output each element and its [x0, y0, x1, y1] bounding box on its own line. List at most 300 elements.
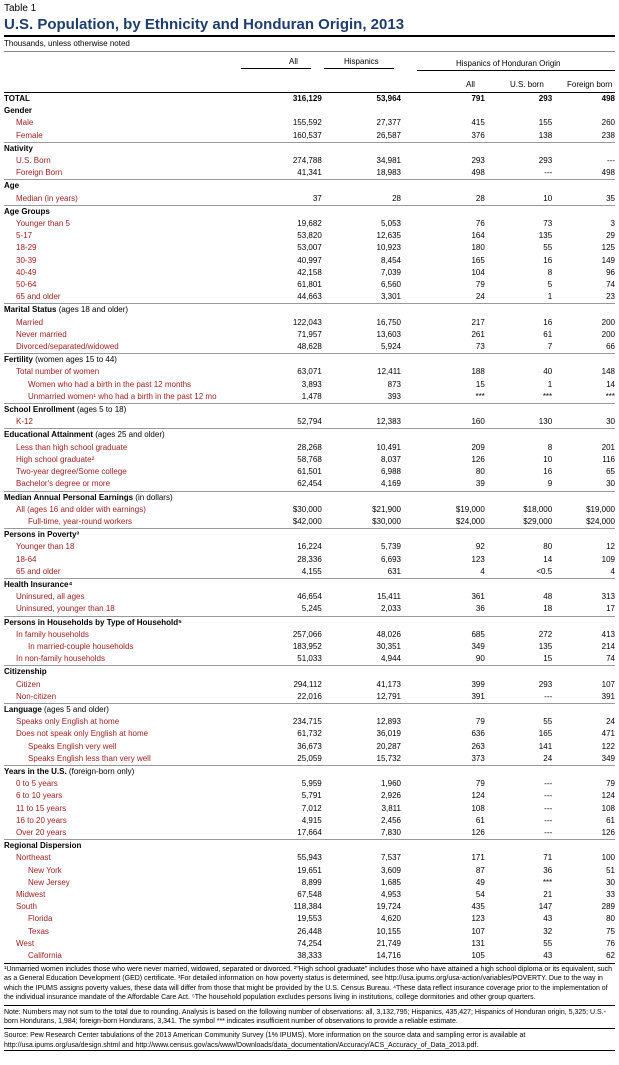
cell-col-3: 165: [538, 729, 553, 739]
page-title: U.S. Population, by Ethnicity and Honduran Origin, 2013: [4, 16, 405, 33]
row-label-note: (ages 25 and older): [93, 430, 165, 440]
cell-col-3: ---: [544, 779, 553, 789]
row-label-text: Uninsured, younger than 18: [16, 604, 115, 614]
cell-col-1: 4,953: [380, 890, 401, 899]
row-label-text: Female: [16, 130, 43, 140]
row-label: [4, 466, 277, 478]
row-label-text: Citizen: [16, 679, 41, 689]
cell-col-3: ---: [485, 691, 552, 704]
row-label-text: South: [16, 902, 37, 912]
row-label: [4, 379, 277, 391]
cell-col-0: 274,788: [292, 156, 322, 166]
row-label-text: Younger than 18: [16, 542, 75, 552]
cell-col-0: $30,000: [292, 504, 322, 514]
row-label-text: Age Groups: [4, 206, 50, 216]
table-row: [4, 230, 615, 242]
cell-col-0: 63,071: [297, 367, 322, 377]
row-label-text: Male: [16, 118, 34, 128]
cell-col-4: 30: [552, 478, 615, 491]
cell-col-3: 10: [543, 454, 553, 464]
cell-col-3: ---: [544, 791, 553, 801]
row-label-text: Educational Attainment: [4, 430, 94, 440]
cell-col-0: 5,791: [301, 791, 322, 801]
cell-col-0: [277, 529, 322, 542]
cell-col-4: 29: [606, 231, 615, 241]
cell-col-4: [552, 703, 615, 716]
row-label-text: New York: [28, 865, 62, 875]
row-label-text: Never married: [16, 329, 67, 339]
section-header-row: [4, 703, 615, 716]
col-header-hispanics: Hispanics: [344, 57, 379, 66]
cell-col-4: 30: [552, 416, 615, 429]
row-label-text: 18-29: [16, 243, 37, 253]
row-label: [4, 840, 277, 853]
row-label: [4, 130, 277, 143]
cell-col-1: 20,287: [376, 741, 401, 751]
row-label: [4, 429, 277, 442]
cell-col-2: 217: [471, 317, 485, 327]
cell-col-3: ***: [542, 877, 553, 887]
cell-col-0: 316,129: [277, 93, 322, 106]
cell-col-2: [401, 205, 485, 218]
row-label-text: 50-64: [16, 280, 37, 290]
row-label-text: Married: [16, 317, 44, 327]
cell-col-3: 14: [543, 554, 553, 564]
source-note: Source: Pew Research Center tabulations of the 2013 American Community Survey (1% IPUMS). More information on the source data and sampling error is available at http://usa.ipums.org/usa/design.shtml and http://www.census.gov/acs/www/Downloads/data_documentation/Accuracy/ACS_Accuracy_of_Data_2013.pdf.: [4, 1028, 615, 1050]
cell-col-3: 10: [485, 193, 552, 206]
row-label-text: Texas: [28, 926, 49, 936]
row-label: [4, 815, 277, 827]
cell-col-4: 61: [606, 815, 615, 825]
cell-col-3: 293: [485, 93, 552, 106]
row-label-text: Total number of women: [16, 367, 100, 377]
cell-col-2: 391: [401, 691, 485, 704]
cell-col-2: 79: [475, 280, 485, 290]
cell-col-1: [322, 354, 401, 367]
section-header-row: [4, 180, 615, 193]
cell-col-3: [485, 491, 552, 504]
cell-col-1: 8,454: [380, 255, 401, 265]
table-row: [4, 741, 615, 753]
table-row: [4, 541, 615, 553]
cell-col-0: 257,066: [292, 629, 322, 639]
cell-col-2: 90: [401, 653, 485, 666]
table-row: [4, 193, 615, 206]
cell-col-2: 79: [475, 717, 485, 727]
cell-col-3: 36: [543, 865, 553, 875]
cell-col-3: ---: [485, 167, 552, 180]
cell-col-0: 42,158: [297, 267, 322, 277]
cell-col-0: [277, 840, 322, 853]
cell-col-4: [552, 429, 615, 442]
cell-col-2: 263: [471, 741, 485, 751]
cell-col-0: 61,501: [297, 467, 322, 477]
cell-col-1: 12,383: [322, 416, 401, 429]
row-label: [4, 591, 277, 603]
cell-col-0: 118,384: [293, 902, 322, 912]
row-label: [4, 218, 277, 230]
table-row: [4, 913, 615, 925]
row-label: [4, 938, 277, 950]
cell-col-3: ---: [544, 803, 553, 813]
cell-col-1: [322, 703, 401, 716]
table-row: [4, 504, 615, 516]
row-label-text: Florida: [28, 914, 53, 924]
row-label: [4, 504, 277, 516]
row-label-text: School Enrollment: [4, 405, 75, 415]
cell-col-3: 138: [485, 130, 552, 143]
row-label-note: (ages 18 and older): [56, 305, 129, 315]
cell-col-0: [277, 616, 322, 629]
cell-col-1: 3,301: [322, 291, 401, 304]
cell-col-4: [552, 105, 615, 117]
cell-col-4: [552, 304, 615, 317]
row-label-text: Two-year degree/Some college: [16, 467, 127, 477]
row-label-text: Non-citizen: [16, 691, 57, 701]
cell-col-2: 498: [401, 167, 485, 180]
row-label: [4, 877, 277, 889]
cell-col-0: 19,651: [297, 865, 322, 875]
cell-col-4: 17: [552, 603, 615, 616]
cell-col-2: 104: [471, 267, 485, 277]
table-row: [4, 341, 615, 354]
table-row: [4, 603, 615, 616]
cell-col-0: 52,794: [277, 416, 322, 429]
cell-col-4: 23: [552, 291, 615, 304]
cell-col-4: 149: [601, 255, 615, 265]
table-row: [4, 454, 615, 466]
cell-col-0: [277, 304, 322, 317]
cell-col-1: 4,169: [322, 478, 401, 491]
cell-col-1: 15,411: [377, 592, 401, 602]
table-body: [4, 93, 615, 963]
cell-col-0: 67,548: [297, 890, 322, 899]
section-header-row: [4, 429, 615, 442]
cell-col-1: 34,981: [376, 156, 401, 166]
cell-col-4: 24: [606, 717, 615, 727]
row-label-text: Nativity: [4, 143, 33, 153]
cell-col-2: [401, 578, 485, 591]
row-label: [4, 641, 277, 653]
row-label: [4, 416, 277, 429]
cell-col-1: 5,739: [380, 542, 401, 552]
table-row: [4, 790, 615, 802]
row-label-text: Regional Dispersion: [4, 841, 82, 851]
row-label: [4, 317, 277, 329]
cell-col-1: 14,716: [376, 951, 401, 961]
cell-col-2: 180: [471, 243, 485, 253]
cell-col-0: 38,333: [297, 951, 322, 961]
row-label: [4, 516, 277, 529]
cell-col-4: 96: [606, 267, 615, 277]
row-label-text: Language: [4, 704, 42, 714]
cell-col-3: ---: [544, 815, 553, 825]
cell-col-1: 2,456: [380, 815, 401, 825]
cell-col-2: $24,000: [401, 516, 485, 529]
cell-col-3: $29,000: [485, 516, 552, 529]
data-table: [4, 92, 615, 962]
cell-col-0: 19,553: [297, 914, 322, 924]
table-row: [4, 679, 615, 691]
row-label-text: In family households: [16, 629, 89, 639]
row-label: [4, 291, 277, 304]
cell-col-4: [552, 666, 615, 679]
row-label: [4, 926, 277, 938]
cell-col-3: [485, 142, 552, 155]
cell-col-3: 272: [538, 629, 553, 639]
cell-col-1: 10,923: [376, 243, 401, 253]
cell-col-1: [322, 616, 401, 629]
cell-col-4: 108: [601, 803, 615, 813]
cell-col-4: 107: [601, 679, 615, 689]
row-label: [4, 255, 277, 267]
cell-col-1: [322, 304, 401, 317]
row-label: [4, 454, 277, 466]
row-label: [4, 354, 277, 367]
cell-col-1: 4,944: [322, 653, 401, 666]
cell-col-1: 30,351: [376, 641, 401, 651]
cell-col-1: 873: [387, 379, 401, 389]
cell-col-0: 55,943: [297, 853, 322, 863]
cell-col-1: $21,900: [372, 504, 401, 514]
cell-col-0: [277, 105, 322, 117]
table-row: [4, 554, 615, 566]
row-label-text: Full-time, year-round workers: [28, 516, 133, 526]
section-header-row: [4, 105, 615, 117]
cell-col-1: [322, 666, 401, 679]
cell-col-4: [552, 404, 615, 417]
cell-col-3: 73: [543, 219, 553, 229]
row-label-text: Gender: [4, 106, 33, 116]
cell-col-3: 18: [485, 603, 552, 616]
cell-col-2: 349: [471, 641, 485, 651]
section-header-row: [4, 304, 615, 317]
cell-col-3: [485, 205, 552, 218]
cell-col-0: 25,059: [277, 753, 322, 766]
cell-col-1: 4,620: [380, 914, 401, 924]
cell-col-0: [277, 180, 322, 193]
row-label: [4, 566, 277, 579]
cell-col-0: 1,478: [277, 391, 322, 404]
table-label: Table 1: [4, 3, 37, 14]
cell-col-2: [401, 180, 485, 193]
cell-col-4: 349: [552, 753, 615, 766]
cell-col-1: 631: [322, 566, 401, 579]
cell-col-3: 141: [538, 741, 553, 751]
cell-col-3: 1: [547, 379, 553, 389]
row-label-text: In married-couple households: [28, 641, 134, 651]
table-row: [4, 950, 615, 962]
cell-col-1: 27,377: [376, 118, 401, 128]
cell-col-1: 12,893: [376, 717, 401, 727]
row-label-text: U.S. Born: [16, 156, 51, 166]
cell-col-3: 55: [543, 938, 553, 948]
cell-col-0: 51,033: [277, 653, 322, 666]
row-label: [4, 703, 277, 716]
row-label-text: Persons in Households by Type of Household⁵: [4, 617, 182, 627]
cell-col-4: [552, 616, 615, 629]
cell-col-2: 79: [475, 779, 485, 789]
cell-col-1: [322, 180, 401, 193]
cell-col-2: 165: [471, 255, 485, 265]
cell-col-0: 17,664: [277, 827, 322, 840]
table-row: [4, 852, 615, 864]
row-label: [4, 728, 277, 740]
cell-col-2: 209: [471, 442, 485, 452]
row-label-text: Age: [4, 181, 20, 191]
cell-col-0: [277, 354, 322, 367]
cell-col-4: [552, 354, 615, 367]
header-rule-honduran: [417, 70, 615, 71]
cell-col-1: [322, 429, 401, 442]
row-label: [4, 404, 277, 417]
cell-col-2: 160: [401, 416, 485, 429]
header-rule-hispanics: [324, 68, 394, 69]
section-header-row: [4, 142, 615, 155]
cell-col-3: [485, 616, 552, 629]
cell-col-1: 12,791: [322, 691, 401, 704]
cell-col-0: 61,801: [297, 280, 322, 290]
cell-col-3: 61: [543, 329, 553, 339]
row-label: [4, 279, 277, 291]
table-row: [4, 218, 615, 230]
row-label: [4, 716, 277, 728]
cell-col-1: 18,983: [322, 167, 401, 180]
cell-col-1: [322, 578, 401, 591]
cell-col-0: 53,820: [297, 231, 322, 241]
cell-col-3: [485, 304, 552, 317]
cell-col-2: [401, 142, 485, 155]
cell-col-3: 16: [543, 467, 553, 477]
row-label-text: Unmarried women¹ who had a birth in the past 12 mo: [28, 391, 217, 401]
cell-col-1: [322, 765, 401, 778]
cell-col-1: [322, 404, 401, 417]
cell-col-4: 100: [601, 853, 615, 863]
cell-col-3: ***: [485, 391, 552, 404]
cell-col-3: 1: [485, 291, 552, 304]
cell-col-4: [552, 491, 615, 504]
cell-col-3: 16: [543, 317, 553, 327]
cell-col-0: 8,899: [301, 877, 322, 887]
observations-note: Note: Numbers may not sum to the total due to rounding. Analysis is based on the following number of observations: all, 3,132,795; Hispanics, 435,427; Hispanics of Honduran origin, 5,325; U.S.-born Hondurans, 1,984; foreign-born Hondurans, 3,341. The symbol *** indicates insufficient number of observations to provide a reliable estimate.: [4, 1005, 615, 1026]
row-label-text: K-12: [16, 417, 33, 427]
table-row: [4, 255, 615, 267]
cell-col-0: [277, 429, 322, 442]
cell-col-2: 108: [471, 803, 485, 813]
cell-col-4: 260: [601, 118, 615, 128]
units-note: Thousands, unless otherwise noted: [4, 37, 615, 52]
cell-col-0: 37: [277, 193, 322, 206]
section-header-row: [4, 404, 615, 417]
cell-col-3: 293: [538, 679, 553, 689]
cell-col-4: 125: [601, 243, 615, 253]
cell-col-2: 261: [471, 329, 485, 339]
cell-col-2: 131: [471, 938, 485, 948]
cell-col-0: 5,245: [277, 603, 322, 616]
cell-col-1: 5,924: [322, 341, 401, 354]
cell-col-3: 21: [543, 890, 553, 899]
table-row: [4, 466, 615, 478]
row-label: [4, 790, 277, 802]
table-row: [4, 591, 615, 603]
table-row: [4, 716, 615, 728]
row-label: [4, 803, 277, 815]
cell-col-2: 61: [475, 815, 485, 825]
cell-col-0: 41,341: [277, 167, 322, 180]
cell-col-4: 126: [552, 827, 615, 840]
table-row: [4, 155, 615, 167]
row-label-text: 5-17: [16, 231, 33, 241]
cell-col-1: 10,155: [376, 926, 401, 936]
cell-col-4: 12: [606, 542, 615, 552]
table-row: [4, 117, 615, 129]
row-label: [4, 679, 277, 691]
row-label-text: New Jersey: [28, 877, 70, 887]
cell-col-3: 293: [538, 156, 553, 166]
cell-col-2: 188: [471, 367, 485, 377]
cell-col-0: [277, 142, 322, 155]
cell-col-2: 15: [475, 379, 485, 389]
cell-col-1: 16,750: [376, 317, 401, 327]
cell-col-2: 105: [471, 951, 485, 961]
table-row: [4, 366, 615, 378]
cell-col-2: [401, 105, 485, 117]
row-label: [4, 913, 277, 925]
cell-col-1: 10,491: [376, 442, 401, 452]
cell-col-3: [485, 354, 552, 367]
cell-col-1: 6,693: [380, 554, 401, 564]
cell-col-2: 36: [401, 603, 485, 616]
cell-col-1: 28: [322, 193, 401, 206]
cell-col-1: 5,053: [380, 219, 401, 229]
cell-col-2: [401, 529, 485, 542]
cell-col-1: 6,988: [380, 467, 401, 477]
cell-col-4: ---: [607, 156, 615, 166]
cell-col-4: 75: [606, 926, 615, 936]
cell-col-0: 7,012: [301, 803, 322, 813]
cell-col-2: 76: [475, 219, 485, 229]
row-label: [4, 529, 277, 542]
table-row: [4, 242, 615, 254]
row-label-text: Does not speak only English at home: [16, 729, 149, 739]
row-label-text: Younger than 5: [16, 219, 70, 229]
row-label-text: Health Insurance⁴: [4, 579, 73, 589]
cell-col-0: 61,732: [297, 729, 322, 739]
cell-col-4: 313: [601, 592, 615, 602]
table-row: [4, 815, 615, 827]
cell-col-4: 3: [610, 219, 615, 229]
cell-col-0: 36,673: [297, 741, 322, 751]
cell-col-3: [485, 840, 552, 853]
cell-col-4: $19,000: [586, 504, 615, 514]
cell-col-4: 471: [601, 729, 615, 739]
row-label-text: Less than high school graduate: [16, 442, 128, 452]
table-row: [4, 416, 615, 429]
row-label-text: Speaks English very well: [28, 741, 117, 751]
cell-col-3: 155: [538, 118, 553, 128]
cell-col-2: 54: [475, 890, 485, 899]
section-header-row: [4, 578, 615, 591]
row-label-text: Years in the U.S.: [4, 766, 67, 776]
cell-col-1: 21,749: [376, 938, 401, 948]
table-row: [4, 889, 615, 901]
row-label-text: 18-64: [16, 554, 37, 564]
cell-col-1: 7,830: [322, 827, 401, 840]
cell-col-2: 73: [401, 341, 485, 354]
row-label: [4, 193, 277, 206]
total-row: [4, 93, 615, 106]
row-label-text: All (ages 16 and older with earnings): [16, 504, 146, 514]
